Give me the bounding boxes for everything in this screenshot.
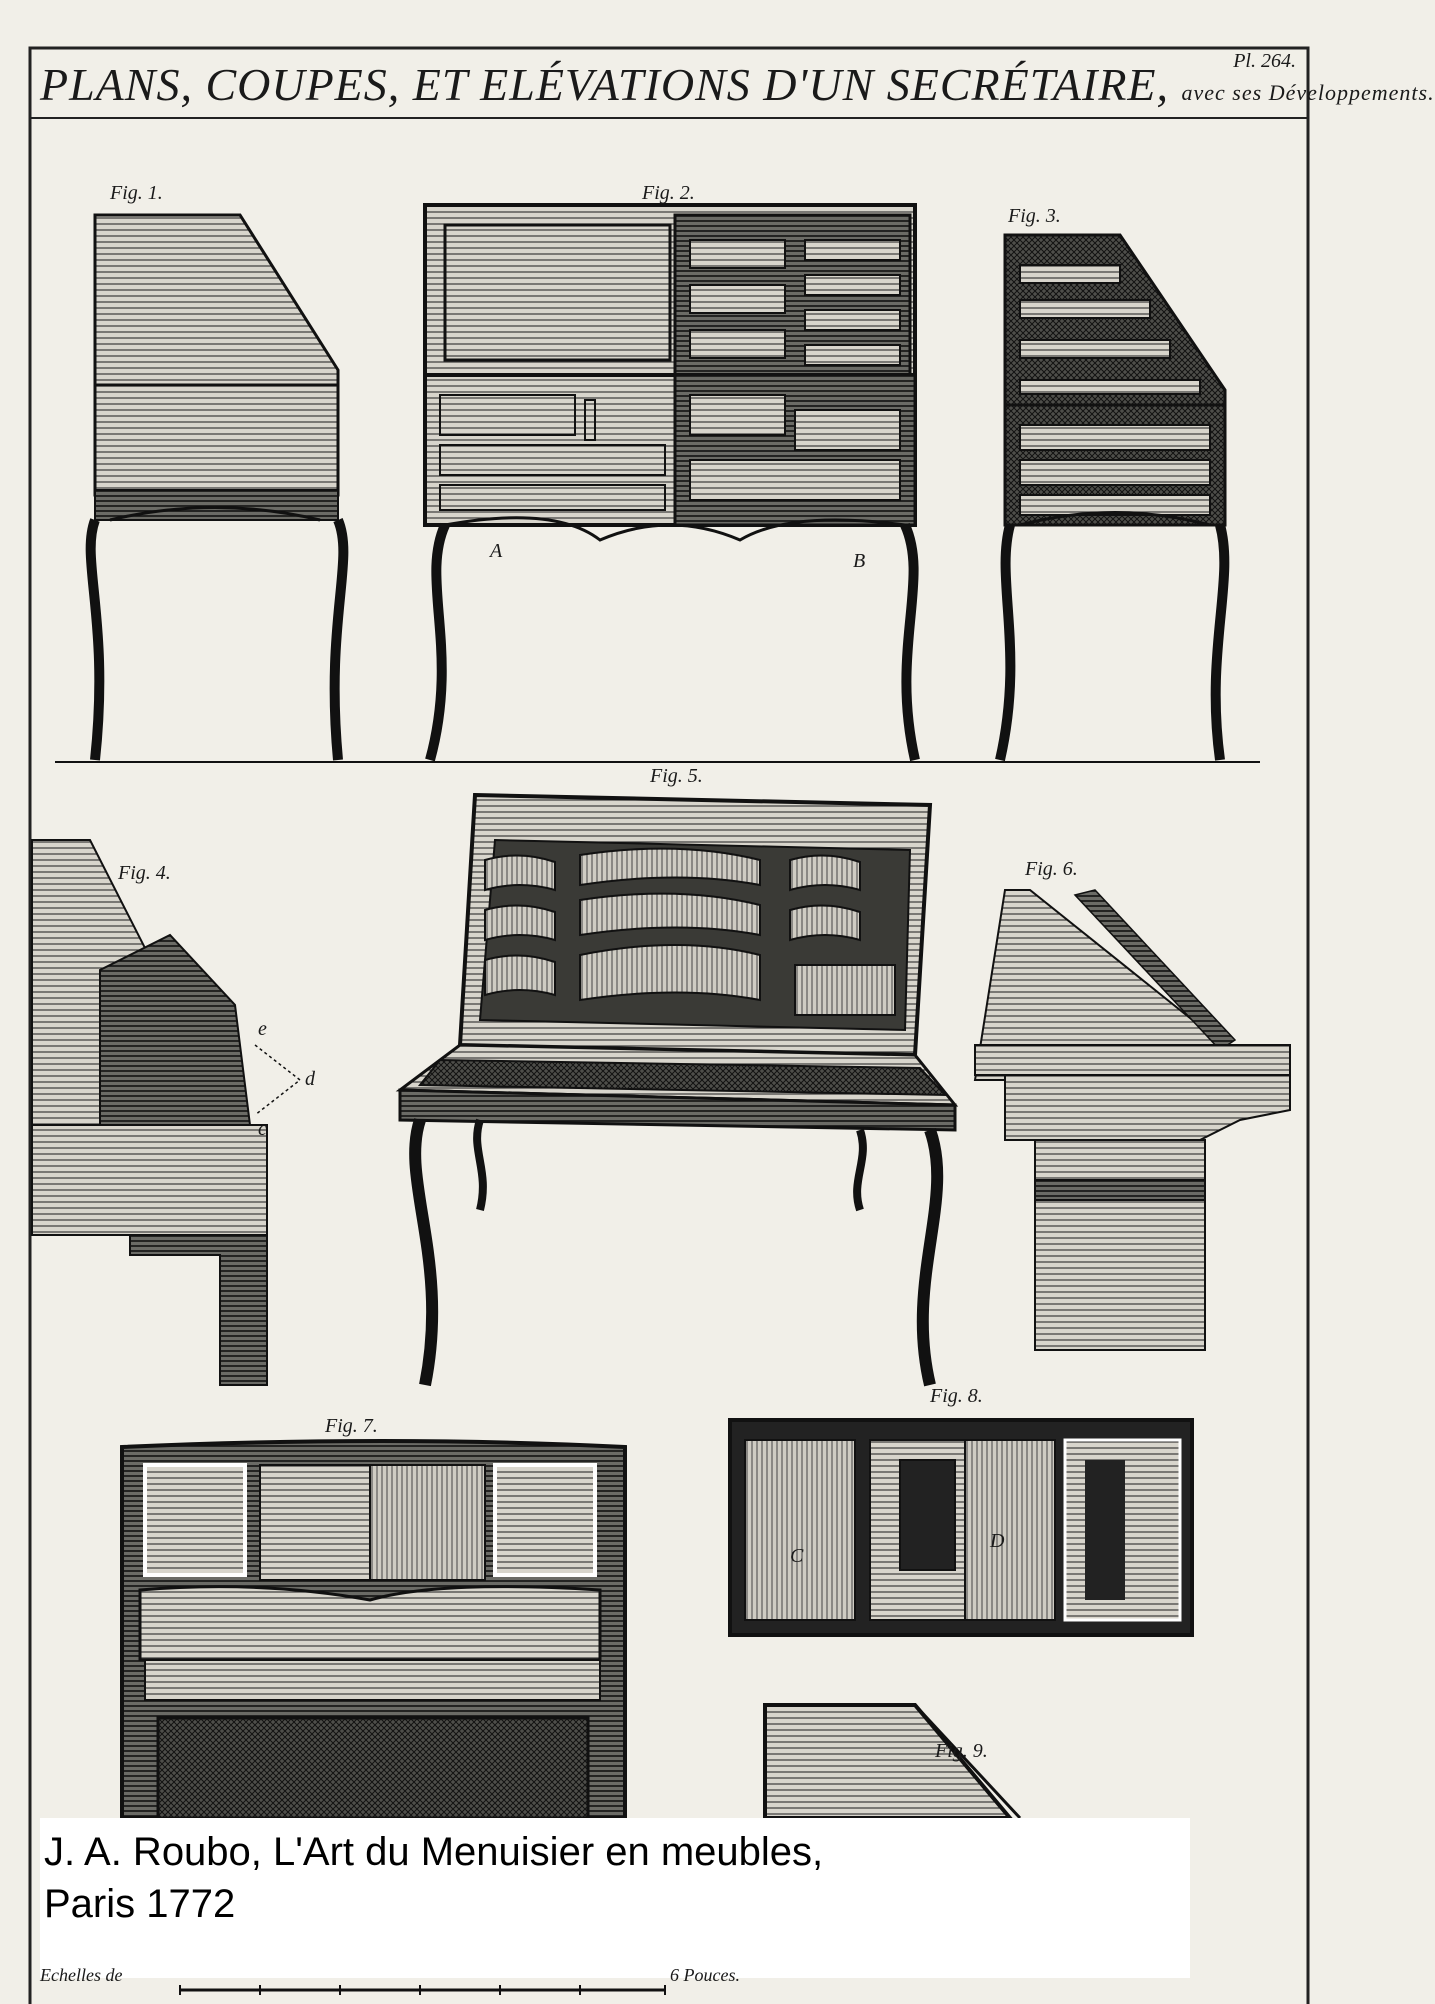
fig1-drawing: [91, 215, 344, 760]
plate-title-rest: avec ses Développements.: [1181, 80, 1435, 105]
fig-6-label: Fig. 6.: [1025, 858, 1078, 880]
fig-2-label: Fig. 2.: [642, 182, 695, 204]
fig5-drawing: [400, 795, 955, 1385]
caption-box: [40, 1818, 1190, 1978]
fig-3-label: Fig. 3.: [1008, 205, 1061, 227]
fig-1-label: Fig. 1.: [110, 182, 163, 204]
fig4-drawing: [32, 840, 300, 1385]
letter-d-fig8: D: [990, 1530, 1005, 1552]
letter-e: e: [258, 1018, 267, 1040]
fig3-drawing: [1000, 235, 1225, 760]
letter-c: c: [258, 1118, 267, 1140]
plate-title: [40, 58, 1435, 111]
letter-a: A: [490, 540, 503, 562]
fig8-drawing: [730, 1420, 1192, 1635]
caption-line-1: J. A. Roubo, L'Art du Menuisier en meubles,: [44, 1830, 824, 1874]
scale-label-text: Echelles de: [40, 1965, 123, 1985]
plate-number: Pl. 264.: [1233, 50, 1296, 72]
caption-line-2: Paris 1772: [44, 1882, 236, 1926]
letter-c-fig8: C: [790, 1545, 804, 1567]
scale-label: [40, 1965, 740, 1986]
fig-7-label: Fig. 7.: [325, 1415, 378, 1437]
plate-title-main: PLANS, COUPES, ET ELÉVATIONS D'UN SECRÉTAIRE,: [40, 59, 1170, 110]
letter-b: B: [853, 550, 866, 572]
scale-unit: 6 Pouces.: [670, 1965, 740, 1985]
fig-8-label: Fig. 8.: [930, 1385, 983, 1407]
letter-d: d: [305, 1068, 315, 1090]
fig7-drawing: [122, 1441, 625, 1818]
scale-bar: [180, 1985, 665, 1995]
fig-5-label: Fig. 5.: [650, 765, 703, 787]
fig6-drawing: [975, 890, 1290, 1350]
fig-9-label: Fig. 9.: [935, 1740, 988, 1762]
fig-4-label: Fig. 4.: [118, 862, 171, 884]
fig2-drawing: [425, 205, 915, 760]
